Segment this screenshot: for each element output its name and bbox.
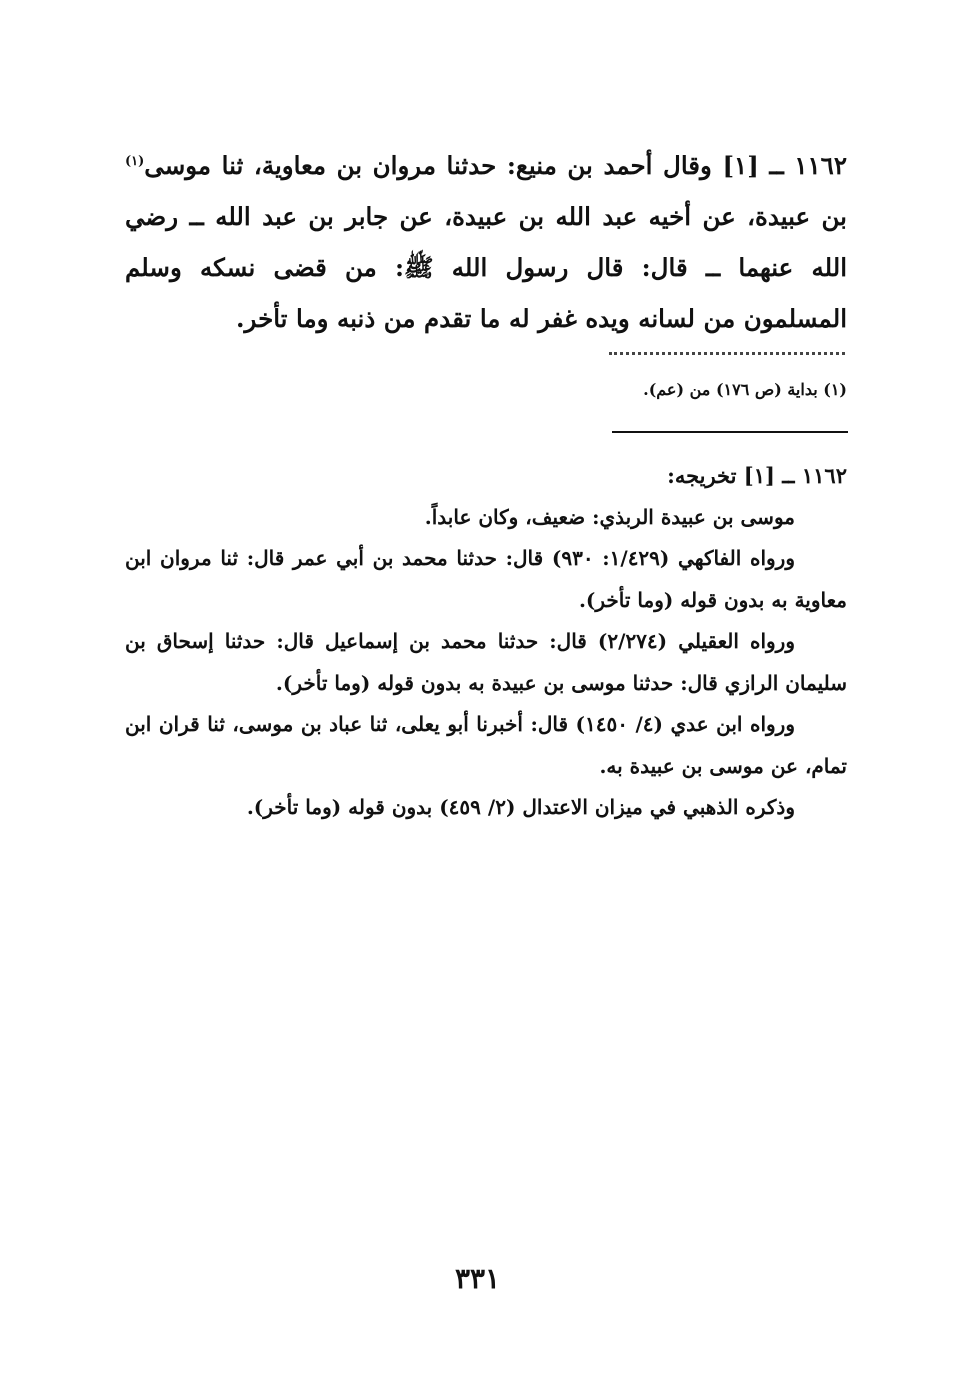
takhrij-paragraph: ورواه العقيلي (٢/٢٧٤) قال: حدثنا محمد بن إسماعيل قال: حدثنا إسحاق بن سليمان الرازي قال: حدثنا موسى بن عبيدة به بدون قوله (وما تأخر).	[125, 629, 847, 695]
section-divider	[612, 431, 848, 433]
footnote-marker: (١)	[125, 153, 145, 169]
takhrij-paragraph: ورواه ابن عدي (٤/ ١٤٥٠) قال: أخبرنا أبو يعلى، ثنا عباد بن موسى، ثنا قران ابن تمام، عن موسى بن عبيدة به.	[125, 712, 847, 778]
hadith-text	[125, 140, 847, 344]
footnote: (١) بداية (ص ١٧٦) من (عم).	[643, 380, 847, 399]
page-number: ٣٣١	[454, 1262, 501, 1295]
hadith-line-2b: بن عبيدة، عن أخيه عبد الله بن عبيدة، عن جابر بن عبد الله	[215, 202, 847, 231]
takhrij-paragraph: موسى بن عبيدة الربذي: ضعيف، وكان عابداً.	[424, 504, 795, 529]
hadith-line-1: ١١٦٢ ــ [١] وقال أحمد بن منيع: حدثنا مروان بن معاوية، ثنا	[221, 151, 847, 180]
footnote-divider	[609, 352, 845, 355]
hadith-line-2a: موسى	[144, 151, 212, 180]
takhrij-heading: ١١٦٢ ــ [١] تخريجه:	[667, 463, 847, 488]
takhrij-section	[125, 455, 847, 829]
takhrij-paragraph: ورواه الفاكهي (١/٤٢٩: ٩٣٠) قال: حدثنا محمد بن أبي عمر قال: ثنا مروان ابن معاوية به بدون قوله (وما تأخر).	[125, 546, 847, 612]
takhrij-paragraph: وذكره الذهبي في ميزان الاعتدال (٢/ ٤٥٩) بدون قوله (وما تأخر).	[246, 795, 795, 819]
hadith-line-4: المسلمون من لسانه ويده غفر له ما تقدم من ذنبه وما تأخر.	[236, 304, 847, 333]
hadith-line-3: ــ رضي الله عنهما ــ قال: قال رسول الله ﷺ: من قضى نسكه وسلم	[125, 202, 847, 282]
